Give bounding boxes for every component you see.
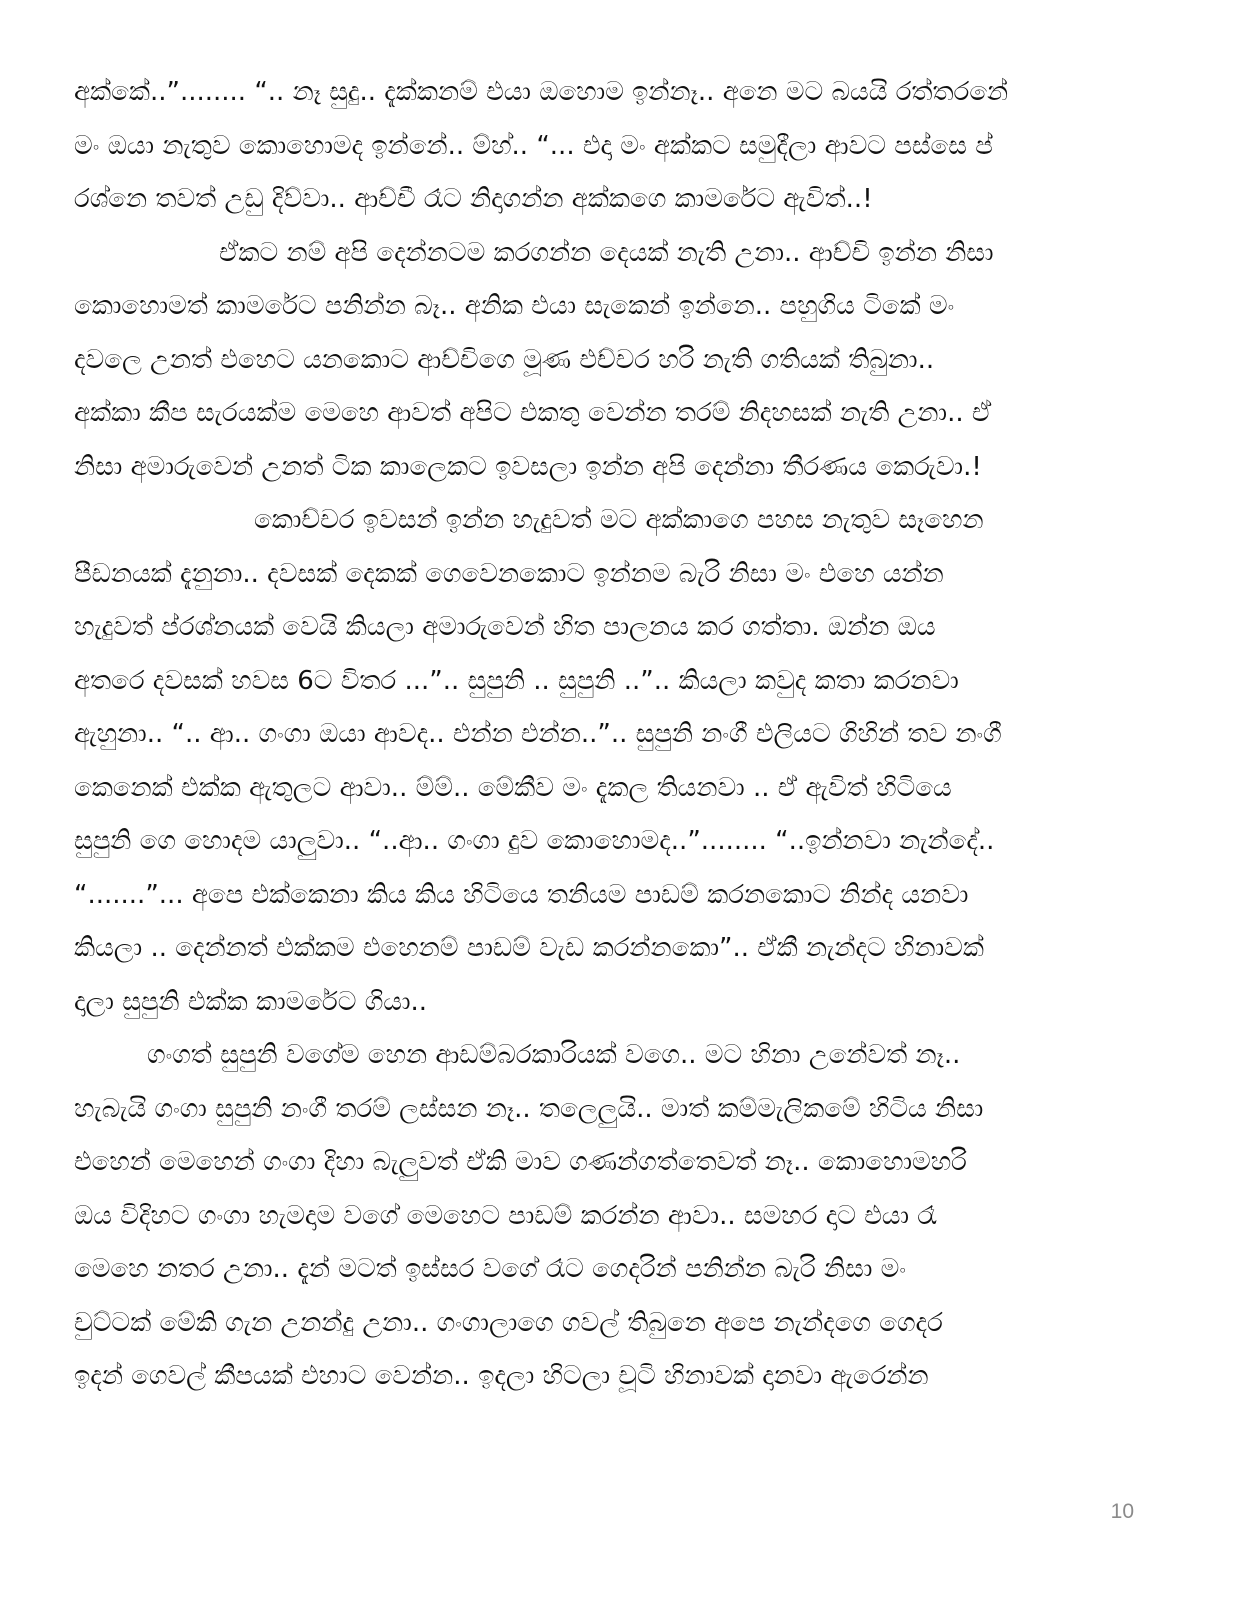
text-line: ගංගත් සුපුනි වගේම හෙන ආඩම්බරකාරියක් වගෙ.. මට හිනා උනේවත් නෑ.. (147, 1040, 961, 1070)
text-line: හැදුවත් ප්රශ්නයක් වෙයි කියලා අමාරුවෙන් හිත පාලනය කර ගත්තා. ඔන්න ඔය (74, 612, 936, 642)
text-line: ඔය විදිහට ගංගා හැමදාම වගේ මෙහෙට පාඩම් කරන්න ආවා.. සමහර දාට එයා රෑ (74, 1200, 937, 1231)
text-line: අක්කා කීප සැරයක්ම මෙහෙ ආවත් අපිට එකතු වෙන්න තරම් නිදහසක් නැති උනා.. ඒ (74, 398, 992, 428)
text-line: දාලා සුපුනි එක්ක කාමරේට ගියා.. (74, 986, 428, 1017)
text-line: ඉදන් ගෙවල් කීපයක් එහාට වෙන්න.. ඉදලා හිටලා චූටි හිනාවක් දානවා ඇරෙන්න (74, 1361, 929, 1391)
text-line: අක්කේ..”........ “.. නෑ සුදු.. දැක්කනම් එයා ඔහොම ඉන්නෑ.. අනෙ මට බයයි රත්තරනේ (74, 77, 1009, 107)
text-line: හැබැයි ගංගා සුපුනි නංගී තරම් ලස්සන නෑ.. තලෙලුයි.. මාත් කම්මැලිකමේ හිටිය නිසා (74, 1093, 984, 1124)
paragraph-2 (74, 227, 1154, 495)
page-number: 10 (1110, 1500, 1134, 1523)
paragraph-1 (74, 66, 1154, 227)
body-text (74, 66, 1154, 1404)
text-line: “.......”... අපෙ එක්කෙනා කිය කිය හිටියෙ තනියම පාඩම් කරනකොට නින්ද යනවා (74, 879, 969, 910)
text-line: ඒකට නම් අපි දෙන්නටම කරගන්න දෙයක් නැති උනා.. ආච්චි ඉන්න නිසා (219, 237, 994, 268)
text-line: මං ඔයා නැතුව කොහොමද ඉන්නේ.. ම්හ්.. “... එදා මං අක්කට සමුදීලා ආවට පස්සෙ ප් (74, 130, 993, 161)
paragraph-4 (74, 1029, 1154, 1404)
text-line: එහෙන් මෙහෙන් ගංගා දිහා බැලුවත් ඒකි මාව ගණන්ගත්තෙවත් නෑ.. කොහොමහරි (74, 1147, 967, 1177)
text-line: චුට්ටක් මේකි ගැන උනන්දු උනා.. ගංගාලාගෙ ගවල් තිබුනෙ අපෙ නැන්දගෙ ගෙදර (74, 1307, 943, 1338)
text-line: රශ්නෙ තවත් උඩු දිව්වා.. ආච්චී රෑට නිදාගන්න අක්කගෙ කාමරේට ඇවිත්..! (74, 184, 873, 214)
text-line: නිසා අමාරුවෙන් උනත් ටික කාලෙකට ඉවසලා ඉන්න අපි දෙන්නා තීරණය කෙරුවා.! (74, 451, 982, 482)
text-line: දවලෙ උනත් එහෙට යනකොට ආච්චිගෙ මූණ එච්චර හරි නැති ගතියක් තිබුනා.. (74, 344, 935, 375)
text-line: පීඩනයක් දැනුනා.. දවසක් දෙකක් ගෙවෙනකොට ඉන්නම බැරි නිසා මං එහෙ යන්න (74, 558, 944, 589)
paragraph-3 (74, 494, 1154, 1029)
text-line: කොච්චර ඉවසන් ඉන්න හැදුවත් මට අක්කාගෙ පහස නැතුව සෑහෙන (254, 505, 984, 535)
text-line: ඇහුනා.. “.. ආ.. ගංගා ඔයා ආවද.. එන්න එන්න..”.. සුපුනි නංගී එලියට ගිහින් තව නංගී (74, 719, 1002, 749)
text-line: අතරෙ දවසක් හවස 6ට විතර ...”.. සුපුනි .. සුපුනි ..”.. කියලා කවුද කතා කරනවා (74, 665, 959, 696)
text-line: කොහොමත් කාමරේට පනින්න බෑ.. අනික එයා සැකෙන් ඉන්නෙ.. පහුගිය ටිකේ මං (74, 291, 955, 321)
text-line: කෙනෙක් එක්ක ඇතුලට ආවා.. ම්ම්.. මේකීව මං දැකල තියනවා .. ඒ ඇවිත් හිටියෙ (74, 772, 952, 803)
text-line: කියලා .. දෙන්නත් එක්කම එහෙනම් පාඩම් වැඩ කරන්නකො”.. ඒකී නැන්දට හිනාවක් (74, 933, 984, 963)
text-line: සුපුනි ගෙ හොදම යාලුවා.. “..ආ.. ගංගා දුව කොහොමද..”........ “..ඉන්නවා නැන්දේ.. (74, 826, 995, 856)
text-line: මෙහෙ නතර උනා.. දැන් මටත් ඉස්සර වගේ රෑට ගෙදරින් පනින්න බැරි නිසා මං (74, 1254, 906, 1284)
